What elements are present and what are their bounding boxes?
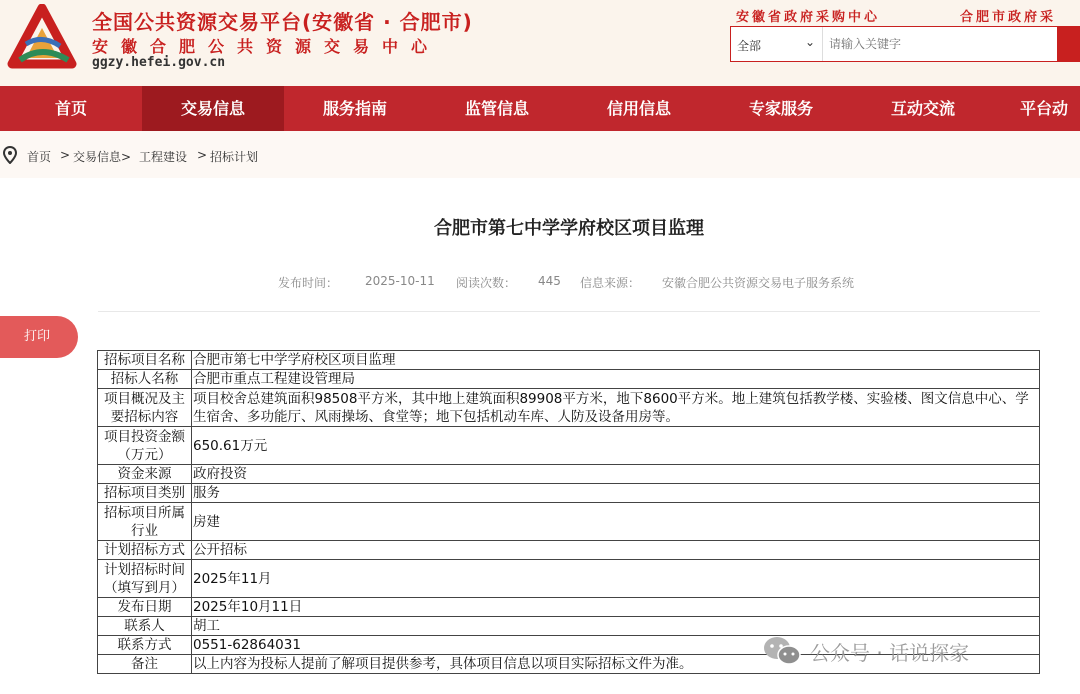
search-input[interactable]: [825, 27, 1055, 61]
breadcrumb-engineering[interactable]: 工程建设: [139, 150, 188, 164]
table-row: [98, 370, 1040, 389]
nav-item-service-guide[interactable]: 服务指南: [322, 99, 387, 118]
publish-time-value: 2025-10-11: [365, 274, 435, 288]
content-panel: [0, 178, 1080, 694]
gov-procurement-link[interactable]: 安徽省政府采购中心: [736, 10, 881, 25]
search-category-select[interactable]: [731, 27, 823, 61]
table-row: [98, 351, 1040, 370]
view-count-label: 阅读次数：: [456, 276, 517, 290]
table-row: [98, 598, 1040, 617]
table-row: [98, 389, 1040, 427]
table-row: [98, 465, 1040, 484]
table-cell-label: 资金来源: [98, 465, 192, 484]
table-cell-label: 计划招标方式: [98, 541, 192, 560]
table-row: [98, 427, 1040, 465]
location-pin-icon: [3, 146, 17, 164]
bid-info-table: [97, 350, 1040, 674]
table-cell-value: 项目校舍总建筑面积98508平方米，其中地上建筑面积89908平方米，地下8600平方米。地上建筑包括教学楼、实验楼、图文信息中心、学生宿舍、多功能厅、风雨操场、食堂等；地下包括机动车库、人防及设备用房等。: [192, 389, 1040, 427]
nav-item-trade-info[interactable]: 交易信息: [142, 86, 284, 131]
info-source-label: 信息来源：: [580, 276, 641, 290]
table-cell-label: 项目概况及主要招标内容: [98, 389, 192, 427]
table-cell-label: 计划招标时间（填写到月）: [98, 560, 192, 598]
breadcrumb-separator: >: [60, 148, 71, 162]
view-count-value: 445: [538, 274, 561, 288]
table-cell-value: 合肥市第七中学学府校区项目监理: [192, 351, 1040, 370]
table-cell-label: 联系方式: [98, 636, 192, 655]
search-box: [730, 26, 1080, 62]
site-title: 全国公共资源交易平台(安徽省 · 合肥市): [92, 10, 473, 34]
table-cell-label: 招标项目类别: [98, 484, 192, 503]
table-cell-label: 联系人: [98, 617, 192, 636]
site-subtitle: 安徽合肥公共资源交易中心: [92, 37, 441, 56]
divider: [98, 311, 1040, 312]
search-button[interactable]: [1057, 26, 1080, 62]
print-button[interactable]: 打印: [0, 316, 78, 358]
table-cell-value: 650.61万元: [192, 427, 1040, 465]
chevron-down-icon: ⌄: [805, 35, 816, 49]
table-cell-value: 胡工: [192, 617, 1040, 636]
site-url: ggzy.hefei.gov.cn: [92, 55, 226, 70]
info-source-value: 安徽合肥公共资源交易电子服务系统: [662, 276, 855, 290]
table-cell-label: 招标项目名称: [98, 351, 192, 370]
nav-item-platform[interactable]: 平台动: [1019, 99, 1068, 118]
table-cell-value: 房建: [192, 503, 1040, 541]
nav-item-credit[interactable]: 信用信息: [606, 99, 671, 118]
table-cell-value: 公开招标: [192, 541, 1040, 560]
article-title: 合肥市第七中学学府校区项目监理: [434, 218, 704, 239]
site-header: [0, 0, 1080, 86]
table-cell-label: 招标人名称: [98, 370, 192, 389]
nav-item-expert[interactable]: 专家服务: [748, 99, 813, 118]
table-row: [98, 484, 1040, 503]
table-cell-label: 备注: [98, 655, 192, 674]
nav-item-home[interactable]: 首页: [54, 99, 87, 118]
table-row: [98, 560, 1040, 598]
table-cell-label: 项目投资金额（万元）: [98, 427, 192, 465]
table-cell-label: 招标项目所属行业: [98, 503, 192, 541]
table-row: [98, 541, 1040, 560]
publish-time-label: 发布时间：: [278, 276, 339, 290]
site-logo-icon[interactable]: [6, 4, 78, 76]
table-cell-value: 2025年11月: [192, 560, 1040, 598]
table-cell-value: 政府投资: [192, 465, 1040, 484]
table-cell-value: 合肥市重点工程建设管理局: [192, 370, 1040, 389]
main-nav: [0, 86, 1080, 131]
table-row: [98, 503, 1040, 541]
table-cell-value: 以上内容为投标人提前了解项目提供参考，具体项目信息以项目实际招标文件为准。: [192, 655, 1040, 674]
wechat-icon: [762, 635, 802, 667]
breadcrumb: [0, 138, 1080, 174]
watermark-text: 公众号 · 话说探家: [810, 640, 970, 665]
table-cell-label: 发布日期: [98, 598, 192, 617]
table-cell-value: 2025年10月11日: [192, 598, 1040, 617]
nav-item-supervision[interactable]: 监管信息: [464, 99, 529, 118]
breadcrumb-home[interactable]: 首页: [27, 150, 52, 164]
table-cell-value: 0551-62864031: [192, 636, 1040, 655]
breadcrumb-trade-info[interactable]: 交易信息>: [73, 150, 132, 164]
city-gov-procurement-link[interactable]: 合肥市政府采: [960, 10, 1057, 25]
breadcrumb-separator: >: [197, 148, 208, 162]
watermark: [762, 632, 969, 670]
search-category-value: 全部: [737, 39, 762, 53]
nav-item-interaction[interactable]: 互动交流: [890, 99, 955, 118]
breadcrumb-bid-plan[interactable]: 招标计划: [210, 150, 259, 164]
table-cell-value: 服务: [192, 484, 1040, 503]
